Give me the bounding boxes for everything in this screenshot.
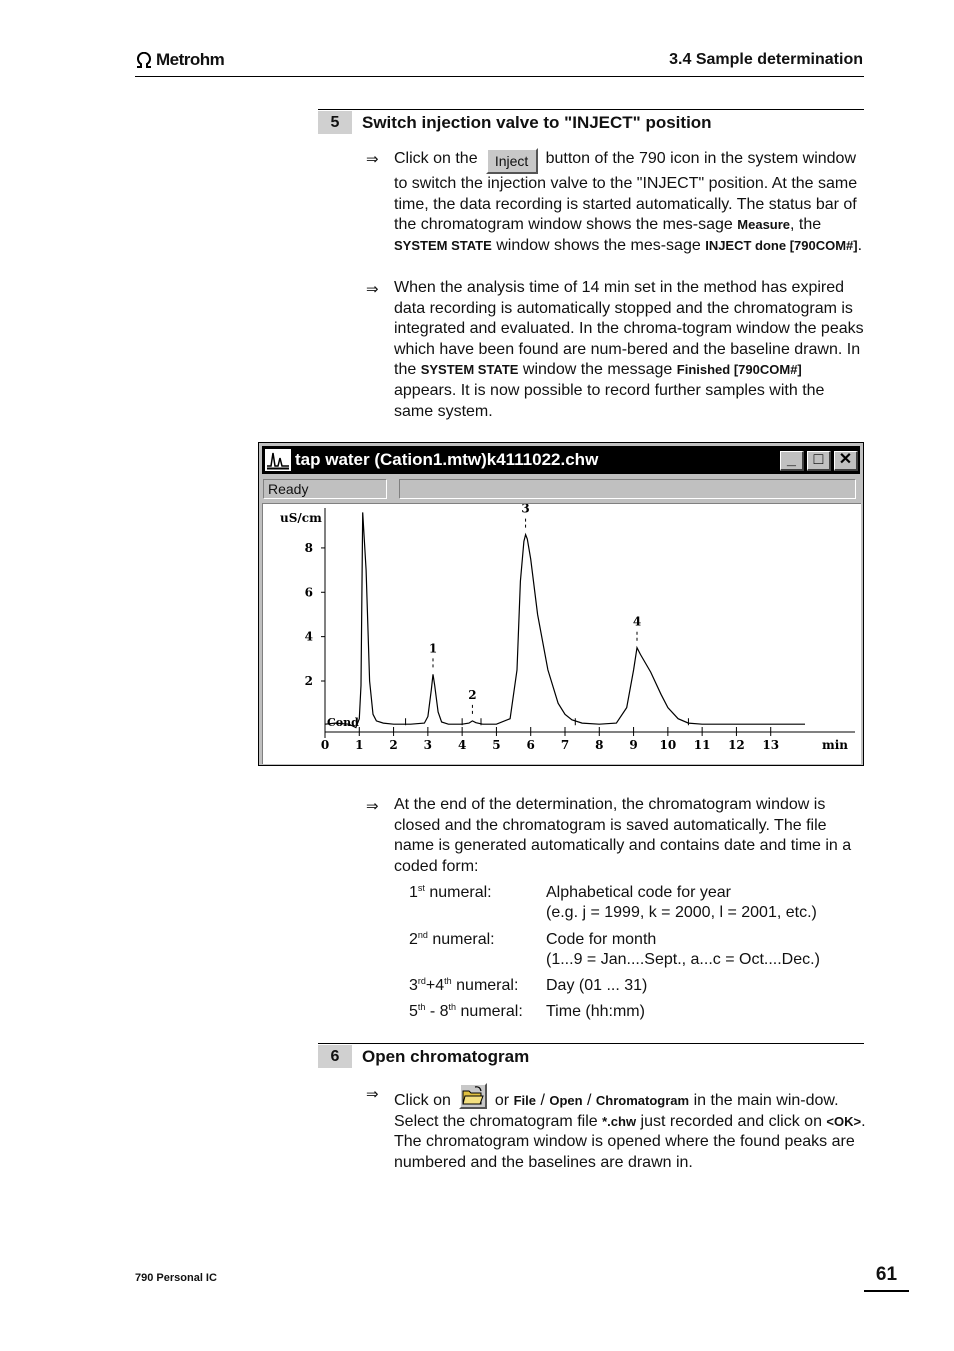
msg-measure: Measure [737, 217, 791, 233]
code-row-2-label: 2nd numeral: [409, 930, 495, 948]
x-tick-label-10: 10 [659, 738, 677, 752]
inject-button[interactable]: Inject [486, 148, 538, 174]
step5-number: 5 [318, 111, 352, 134]
msg-system-state-2: SYSTEM STATE [420, 362, 519, 378]
step5-bullet-2: ⇒ When the analysis time of 14 min set in the method has expired data recording is automatically stopped and the chromatogram is integrated and evaluated. In the chroma-togram window the peaks which have been found are num-bered and the baseline drawn. In the SYSTEM STATE window the message Finished [790COM#] appears. It is now possible to record further samples with the same system. [366, 279, 864, 420]
cond-label: Cond [327, 716, 359, 729]
chromatogram-window [258, 442, 864, 766]
x-tick-label-4: 4 [457, 738, 467, 752]
code-row-3-desc: Day (01 ... 31) [546, 977, 648, 994]
section-heading: 3.4 Sample determination [669, 51, 863, 68]
open-folder-icon[interactable] [459, 1083, 487, 1109]
peak-label-2: 2 [468, 687, 477, 702]
omega-icon [135, 52, 153, 68]
msg-inject-done: INJECT done [790COM#] [705, 237, 858, 253]
y-axis-label: uS/cm [280, 511, 322, 525]
step6-rule [318, 1043, 864, 1044]
x-tick-label-1: 1 [355, 738, 364, 752]
menu-open: Open [549, 1093, 583, 1108]
window-title: tap water (Cation1.mtw)k4111022.chw [295, 450, 599, 469]
chromatogram-plot [262, 503, 861, 764]
code-row-1-example: (e.g. j = 1999, k = 2000, l = 2001, etc.) [546, 904, 817, 921]
series-line-0 [325, 512, 805, 727]
implies-arrow-icon: ⇒ [366, 798, 379, 815]
step5-rule [318, 109, 864, 110]
x-axis-label: min [822, 738, 848, 752]
y-tick-label-8: 8 [304, 540, 313, 555]
maximize-button[interactable]: □ [807, 451, 831, 471]
peak-label-3: 3 [521, 504, 530, 516]
x-tick-label-0: 0 [320, 738, 330, 752]
menu-file: File [513, 1093, 536, 1108]
msg-system-state: SYSTEM STATE [394, 237, 492, 253]
code-row-2-example: (1...9 = Jan....Sept., a...c = Oct....Dec.) [546, 951, 820, 968]
logo-text: Metrohm [156, 50, 225, 69]
y-tick-label-6: 6 [304, 585, 313, 600]
header-rule [135, 76, 864, 77]
y-tick-label-4: 4 [304, 629, 313, 644]
x-tick-label-6: 6 [526, 738, 535, 752]
close-button[interactable]: ✕ [834, 451, 858, 471]
x-tick-label-7: 7 [560, 738, 570, 752]
step5-bullet-1: ⇒ Click on the Inject button of the 790 icon in the system window to switch the injection valve to the "INJECT" position. At the same time, the data recording is started automatically. The status bar of the chromatogram window shows the mes-sage Measure, the SYSTEM STATE window shows the mes-sage INJECT done [790COM#]. [366, 150, 863, 254]
x-tick-label-5: 5 [492, 738, 501, 752]
file-pattern: *.chw [602, 1113, 637, 1129]
implies-arrow-icon: ⇒ [366, 151, 379, 168]
y-tick-label-2: 2 [304, 673, 313, 688]
footer-product: 790 Personal IC [135, 1272, 217, 1284]
minimize-button[interactable]: _ [780, 451, 804, 471]
chromatogram-chart [263, 504, 861, 764]
code-row-1-label: 1st numeral: [409, 883, 492, 901]
x-tick-label-8: 8 [595, 738, 604, 752]
code-row-3-label: 3rd+4th numeral: [409, 976, 519, 994]
peak-label-4: 4 [632, 614, 642, 629]
code-row-2-desc: Code for month [546, 931, 657, 948]
x-tick-label-12: 12 [728, 738, 745, 752]
step6-title: Open chromatogram [362, 1047, 530, 1066]
menu-chromatogram: Chromatogram [595, 1093, 690, 1108]
x-tick-label-11: 11 [693, 738, 711, 752]
implies-arrow-icon: ⇒ [366, 1086, 379, 1103]
chromatogram-app-icon [265, 449, 291, 471]
x-tick-label-3: 3 [423, 738, 433, 752]
step5-bullet-3: ⇒ At the end of the determination, the chromatogram window is closed and the chromatogram is saved automatically. The file name is generated automatically and contains date and time in a coded form: [366, 796, 852, 875]
code-row-4-desc: Time (hh:mm) [546, 1003, 645, 1020]
implies-arrow-icon: ⇒ [366, 281, 379, 298]
step6-number: 6 [318, 1045, 352, 1068]
x-tick-label-13: 13 [762, 738, 780, 752]
msg-finished: Finished [790COM#] [676, 362, 802, 378]
code-row-1-desc: Alphabetical code for year [546, 884, 731, 901]
step6-bullet-1: ⇒ Click on or File / Open / Chromatogram in the main win-dow. Select the chromatogram file *.chw just recorded and click on <OK>. The chromatogram window is opened where the found peaks are numbered and the baselines are drawn in. [366, 1083, 866, 1173]
status-bar: Ready [263, 479, 387, 499]
ok-key: <OK> [826, 1113, 862, 1129]
x-tick-label-9: 9 [629, 738, 638, 752]
code-row-4-label: 5th - 8th numeral: [409, 1002, 523, 1020]
page-number-rule [864, 1290, 909, 1292]
peak-label-1: 1 [428, 641, 438, 656]
status-bar-message [399, 479, 856, 499]
page-number: 61 [875, 1264, 898, 1285]
x-tick-label-2: 2 [389, 738, 398, 752]
window-title-bar[interactable] [262, 446, 860, 474]
step5-title: Switch injection valve to "INJECT" position [362, 113, 712, 132]
metrohm-logo [135, 50, 224, 70]
